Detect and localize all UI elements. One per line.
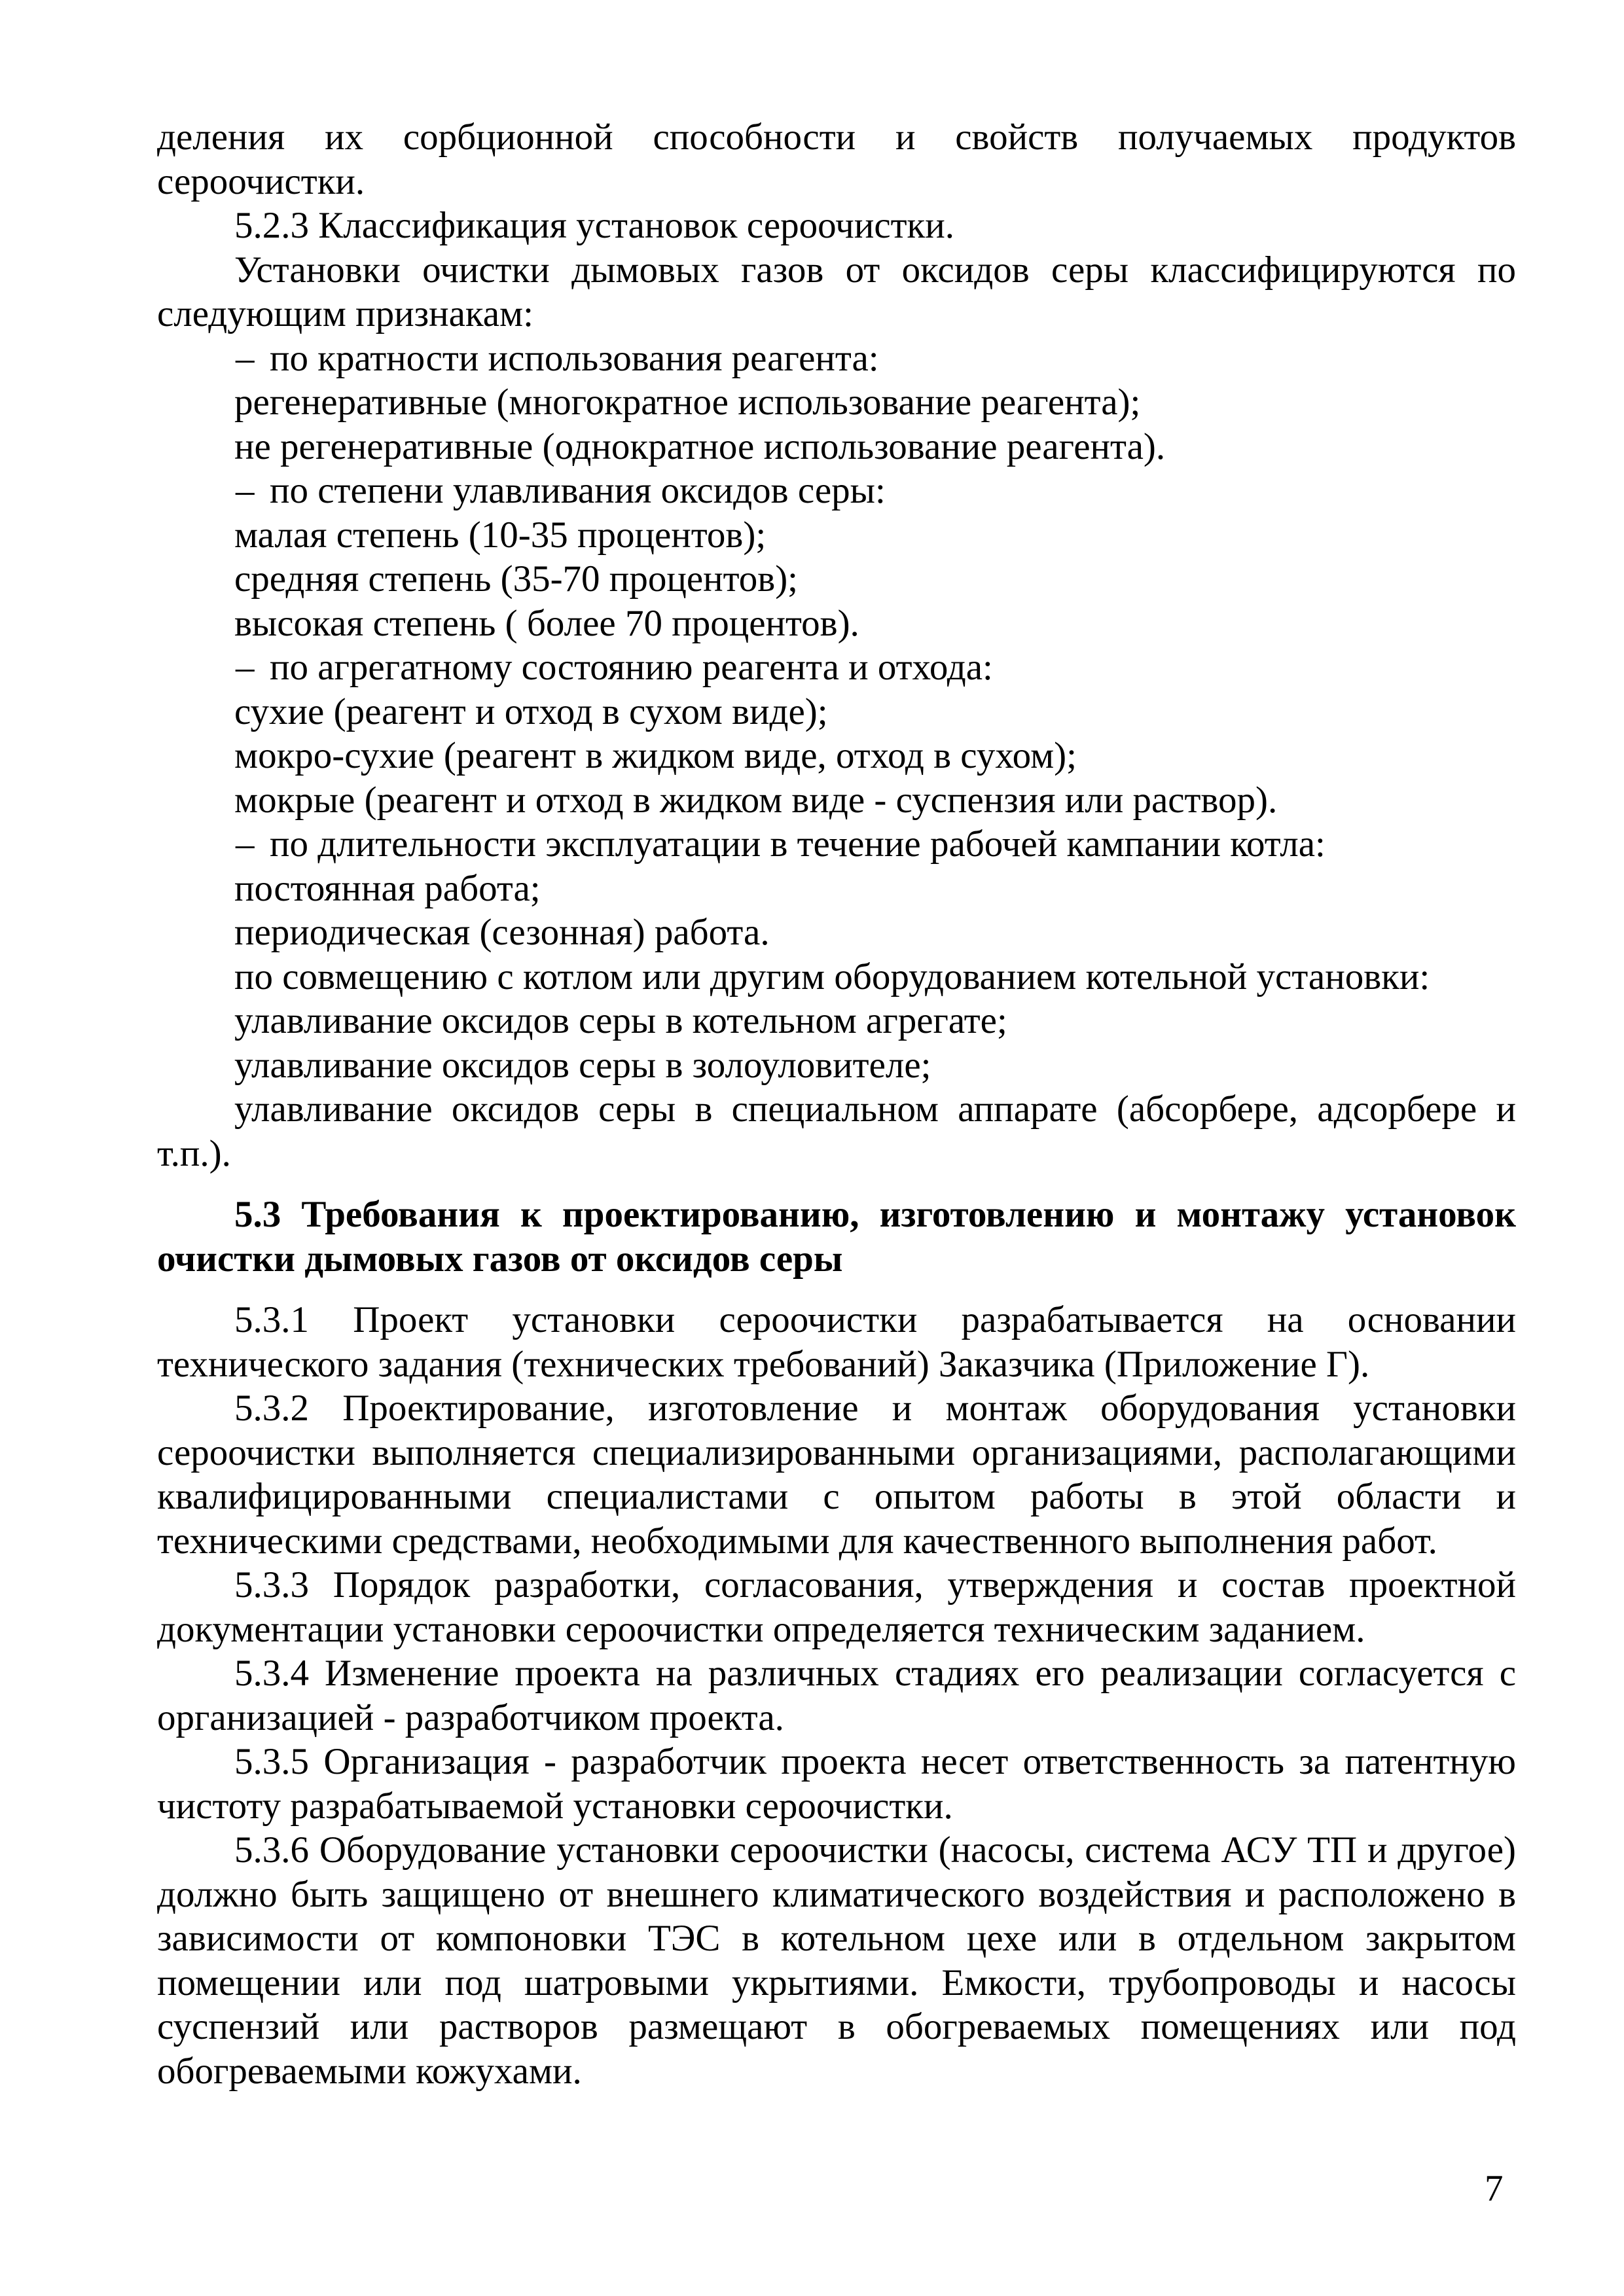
criterion-operation-duration: – по длительности эксплуатации в течение рабочей кампании котла: <box>157 822 1516 867</box>
dash-marker: – <box>236 647 255 688</box>
list-item: средняя степень (35-70 процентов); <box>234 558 799 600</box>
criterion-reagent-usage: – по кратности использования реагента: <box>157 336 1516 381</box>
clause-5-3-4: 5.3.4 Изменение проекта на различных стадиях его реализации согласуется с организацией - разработчиком проекта. <box>157 1653 1516 1738</box>
list-item: не регенеративные (однократное использование реагента). <box>234 425 1166 467</box>
list-item: сухие (реагент и отход в сухом виде); <box>234 691 828 732</box>
list-item: мокро-сухие (реагент в жидком виде, отход в сухом); <box>234 735 1077 776</box>
list-item: улавливание оксидов серы в золоуловителе; <box>234 1044 931 1086</box>
list-item: регенеративные (многократное использование реагента); <box>234 382 1141 423</box>
list-item: мокрые (реагент и отход в жидком виде - суспензия или раствор). <box>234 779 1278 821</box>
criterion-aggregate-state: – по агрегатному состоянию реагента и отхода: <box>157 645 1516 690</box>
list-item: высокая степень ( более 70 процентов). <box>234 602 859 644</box>
dash-marker: – <box>236 470 255 511</box>
clause-5-3-1: 5.3.1 Проект установки сероочистки разрабатывается на основании технического задания (технических требований) Заказчика (Приложение Г). <box>157 1299 1516 1385</box>
paragraph-continuation: деления их сорбционной способности и свойств получаемых продуктов сероочистки. <box>157 117 1516 202</box>
list-item: малая степень (10-35 процентов); <box>234 514 767 556</box>
dash-marker: – <box>236 337 255 379</box>
page-number: 7 <box>1485 2168 1504 2209</box>
clause-5-3-6: 5.3.6 Оборудование установки сероочистки (насосы, система АСУ ТП и другое) должно быть защищено от внешнего климатического воздействия и расположено в зависимости от компоновки ТЭС в котельном цехе или в отдельном закрытом помещении или под шатровыми укрытиями. Емкости, трубопроводы и насосы суспензий или растворов размещают в обогреваемых помещениях или под обогреваемыми кожухами. <box>157 1829 1516 2092</box>
clause-5-2-3: 5.2.3 Классификация установок сероочистки. <box>234 205 954 246</box>
list-item: периодическая (сезонная) работа. <box>234 912 770 953</box>
clause-5-3-3: 5.3.3 Порядок разработки, согласования, утверждения и состав проектной документации установки сероочистки определяется техническим заданием. <box>157 1564 1516 1650</box>
criterion-combination: по совмещению с котлом или другим оборудованием котельной установки: <box>234 956 1430 997</box>
dash-marker: – <box>236 823 255 865</box>
list-item: постоянная работа; <box>234 867 541 909</box>
clause-5-3-2: 5.3.2 Проектирование, изготовление и монтаж оборудования установки сероочистки выполняется специализированными организациями, располагающими квалифицированными специалистами с опытом работы в этой области и техническими средствами, необходимыми для качественного выполнения работ. <box>157 1388 1516 1562</box>
list-item: улавливание оксидов серы в котельном агрегате; <box>234 1000 1007 1041</box>
section-heading-5-3: 5.3 Требования к проектированию, изготовлению и монтажу установок очистки дымовых газов от оксидов серы <box>157 1194 1516 1280</box>
classification-intro: Установки очистки дымовых газов от оксидов серы классифицируются по следующим признакам: <box>157 249 1516 334</box>
list-item: улавливание оксидов серы в специальном аппарате (абсорбере, адсорбере и т.п.). <box>157 1088 1516 1174</box>
clause-5-3-5: 5.3.5 Организация - разработчик проекта несет ответственность за патентную чистоту разрабатываемой установки сероочистки. <box>157 1741 1516 1827</box>
document-page <box>157 115 1516 2093</box>
criterion-capture-degree: – по степени улавливания оксидов серы: <box>157 469 1516 513</box>
